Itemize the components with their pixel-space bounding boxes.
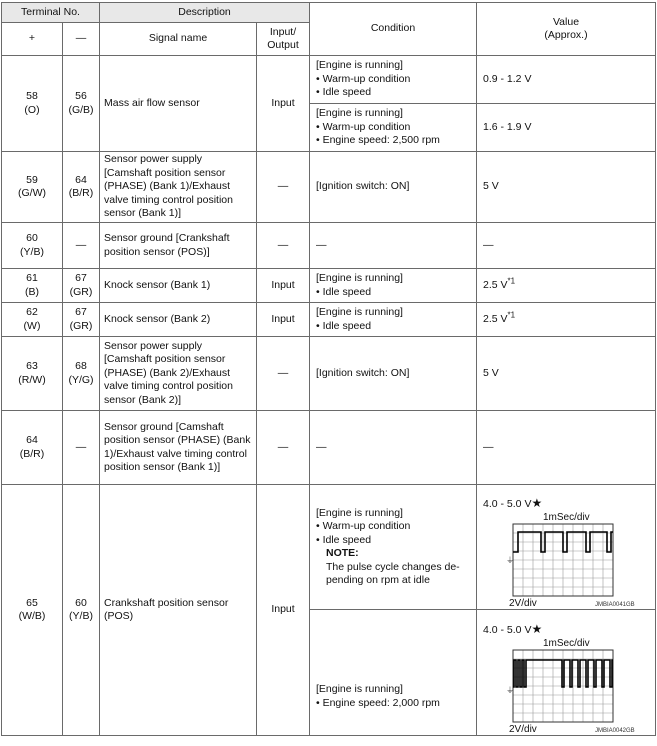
condition-cell: [310, 152, 477, 223]
plus-terminal: 63: [26, 360, 38, 372]
plus-wire-color: (B/R): [19, 447, 45, 460]
plus-wire-color: (R/W): [18, 373, 46, 386]
input-output: —: [257, 152, 310, 223]
ground-marker: ⏚: [506, 556, 514, 565]
plus-terminal-cell: [2, 56, 63, 152]
table-row: [2, 485, 656, 610]
condition-line: [Engine is running]: [316, 59, 403, 72]
plus-terminal: 58: [26, 90, 38, 102]
plus-wire-color: (W/B): [18, 610, 46, 622]
plus-wire-color: (B): [25, 285, 39, 298]
value-header: [477, 3, 656, 56]
input-output: Input: [257, 56, 310, 152]
plus-terminal-cell: [2, 411, 63, 485]
plus-wire-color: (Y/B): [20, 245, 44, 258]
value-cell: [477, 269, 656, 303]
condition-line: —: [316, 238, 327, 251]
description-header: Description: [100, 3, 310, 23]
condition-cell: [310, 303, 477, 337]
minus-header: —: [63, 23, 100, 56]
input-output: Input: [257, 303, 310, 337]
condition-cell: [310, 104, 477, 152]
condition-cell: [310, 411, 477, 485]
figure-code: JMBIA0041GB: [595, 602, 635, 608]
condition-line: • Idle speed: [316, 533, 372, 546]
value-cell: 1.6 - 1.9 V: [477, 104, 656, 152]
input-output: —: [257, 411, 310, 485]
minus-wire-color: (GR): [69, 285, 93, 298]
note-text: The pulse cycle changes de-: [326, 560, 460, 573]
minus-terminal: 68: [75, 360, 87, 372]
oscilloscope-grid-1: [483, 495, 653, 599]
plus-header: +: [2, 23, 63, 56]
waveform-cell: [477, 610, 656, 736]
plus-terminal: 59: [26, 173, 38, 186]
footnote-mark: *1: [507, 310, 516, 320]
condition-cell: [310, 56, 477, 104]
plus-terminal: 62: [26, 306, 38, 318]
table-row: [2, 152, 656, 223]
plus-terminal: 64: [26, 434, 38, 446]
minus-wire-color: (Y/B): [69, 610, 93, 622]
minus-wire-color: (Y/G): [68, 373, 94, 386]
minus-terminal: 67: [75, 272, 87, 284]
table-row: [2, 223, 656, 269]
waveform-figure: [483, 621, 651, 735]
condition-line: • Idle speed: [316, 86, 372, 99]
condition-line: • Engine speed: 2,000 rpm: [316, 696, 440, 709]
plus-terminal-cell: [2, 303, 63, 337]
table-row: [2, 337, 656, 411]
table-row: [2, 269, 656, 303]
input-output: —: [257, 337, 310, 411]
condition-line: [Engine is running]: [316, 107, 403, 120]
note-text: pending on rpm at idle: [326, 574, 430, 586]
time-div-label: 1mSec/div: [543, 512, 590, 523]
input-output: —: [257, 223, 310, 269]
condition-cell: [310, 337, 477, 411]
minus-terminal: 67: [75, 306, 87, 318]
condition-line: • Warm-up condition: [316, 72, 411, 85]
minus-terminal-cell: [63, 56, 100, 152]
signal-name-header: Signal name: [100, 23, 257, 56]
ground-marker: ⏚: [506, 685, 514, 695]
star-icon: ★: [531, 496, 543, 510]
signal-name: Crankshaft position sensor (POS): [100, 485, 257, 736]
plus-terminal: 61: [26, 272, 38, 284]
condition-line: [Engine is running]: [316, 683, 403, 695]
input-output-header: [257, 23, 310, 56]
minus-terminal: 60: [75, 596, 87, 609]
minus-wire-color: (GR): [69, 319, 93, 332]
minus-terminal: —: [75, 238, 87, 251]
value-text: 2.5 V: [483, 312, 508, 325]
minus-terminal-cell: [63, 152, 100, 223]
condition-line: • Warm-up condition: [316, 120, 411, 133]
condition-line: [Engine is running]: [316, 272, 403, 284]
star-icon: ★: [531, 621, 543, 636]
terminal-no-header: Terminal No.: [2, 3, 100, 23]
condition-line: • Warm-up condition: [316, 520, 411, 532]
condition-line: —: [316, 440, 327, 453]
oscilloscope-grid-2: [483, 621, 653, 725]
condition-line: [Ignition switch: ON]: [316, 366, 410, 379]
waveform-cell: [477, 485, 656, 610]
table-row: [2, 411, 656, 485]
minus-terminal-cell: [63, 485, 100, 736]
waveform-figure: [483, 495, 651, 609]
plus-terminal: 65: [26, 596, 38, 609]
minus-wire-color: (B/R): [68, 187, 94, 199]
plus-terminal: 60: [26, 232, 38, 244]
condition-line: [Ignition switch: ON]: [316, 180, 410, 193]
value-header-text: Value (Approx.): [544, 15, 588, 41]
value-cell: 5 V: [477, 152, 656, 223]
condition-line: • Engine speed: 2,500 rpm: [316, 134, 440, 147]
plus-wire-color: (G/W): [18, 187, 46, 199]
value-cell: 5 V: [477, 337, 656, 411]
footnote-mark: *1: [507, 276, 516, 286]
volt-div-label: 2V/div: [509, 598, 537, 609]
plus-terminal-cell: [2, 269, 63, 303]
value-cell: —: [477, 411, 656, 485]
value-text: 2.5 V: [483, 278, 508, 291]
value-cell: [477, 303, 656, 337]
signal-name: Sensor power supply [Camshaft position sensor (PHASE) (Bank 2)/Exhaust valve timing control position sensor (Bank 2)]: [100, 337, 257, 411]
minus-wire-color: (G/B): [68, 103, 94, 116]
input-output-header-text: Input/ Output: [267, 25, 299, 51]
plus-wire-color: (O): [24, 103, 40, 116]
condition-cell: [310, 610, 477, 736]
minus-terminal-cell: [63, 337, 100, 411]
plus-terminal-cell: [2, 485, 63, 736]
condition-line: [Engine is running]: [316, 506, 403, 519]
minus-terminal: —: [75, 440, 87, 453]
input-output: Input: [257, 269, 310, 303]
plus-terminal-cell: [2, 337, 63, 411]
signal-name: Knock sensor (Bank 1): [100, 269, 257, 303]
signal-name: Mass air flow sensor: [100, 56, 257, 152]
figure-code: JMBIA0042GB: [595, 727, 635, 734]
condition-cell: [310, 485, 477, 610]
value-text: 4.0 - 5.0 V: [483, 623, 532, 636]
condition-line: [Engine is running]: [316, 306, 403, 318]
plus-terminal-cell: [2, 223, 63, 269]
condition-header: Condition: [310, 3, 477, 56]
value-text: 4.0 - 5.0 V: [483, 498, 532, 510]
plus-terminal-cell: [2, 152, 63, 223]
time-div-label: 1mSec/div: [543, 637, 590, 649]
table-row: [2, 303, 656, 337]
minus-terminal: 56: [75, 90, 87, 102]
note-label: NOTE:: [326, 547, 359, 559]
signal-name: Sensor power supply [Camshaft position sensor (PHASE) (Bank 1)/Exhaust valve timing control position sensor (Bank 1)]: [100, 152, 257, 223]
minus-terminal-cell: [63, 303, 100, 337]
value-cell: 0.9 - 1.2 V: [477, 56, 656, 104]
minus-terminal-cell: [63, 269, 100, 303]
volt-div-label: 2V/div: [509, 723, 537, 735]
input-output: Input: [257, 485, 310, 736]
minus-terminal-cell: [63, 223, 100, 269]
condition-cell: [310, 269, 477, 303]
minus-terminal: 64: [75, 173, 87, 186]
signal-name: Sensor ground [Camshaft position sensor (PHASE) (Bank 1)/Exhaust valve timing control position sensor (Bank 1)]: [100, 411, 257, 485]
condition-line: • Idle speed: [316, 319, 372, 332]
table-row: [2, 56, 656, 104]
value-cell: —: [477, 223, 656, 269]
plus-wire-color: (W): [23, 319, 41, 332]
terminal-table: [1, 2, 656, 736]
condition-line: • Idle speed: [316, 285, 372, 298]
condition-cell: [310, 223, 477, 269]
signal-name: Knock sensor (Bank 2): [100, 303, 257, 337]
signal-name: Sensor ground [Crankshaft position sensor (POS)]: [100, 223, 257, 269]
minus-terminal-cell: [63, 411, 100, 485]
